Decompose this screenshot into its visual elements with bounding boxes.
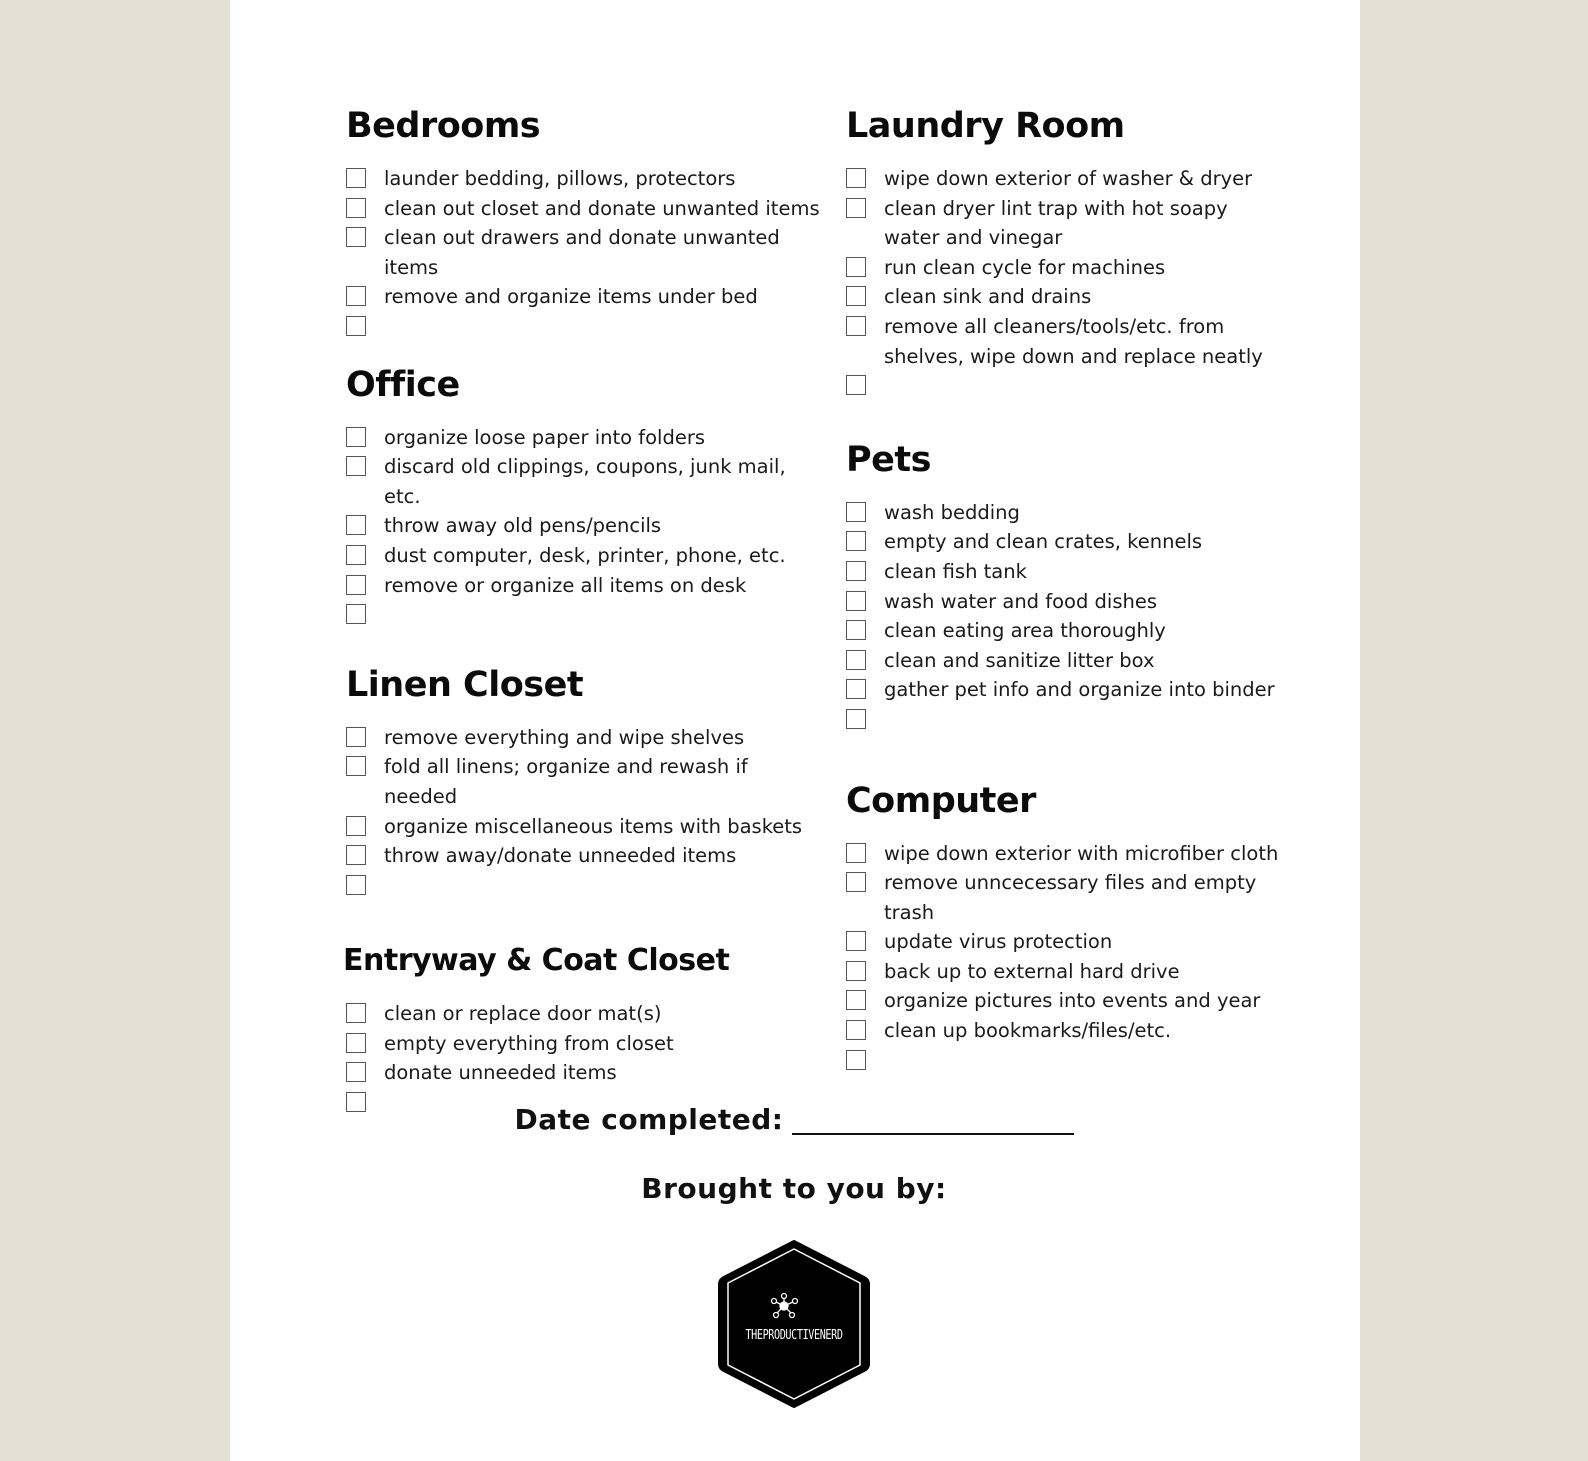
section-laundry-room xyxy=(846,104,1286,401)
checklist xyxy=(846,164,1286,401)
item-label: remove unncecessary files and empty trash xyxy=(884,871,1257,924)
item-label: gather pet info and organize into binder xyxy=(884,678,1275,702)
item-label: remove and organize items under bed xyxy=(384,285,758,309)
item-label: clean or replace door mat(s) xyxy=(384,1002,662,1026)
checkbox[interactable] xyxy=(846,375,866,395)
checkbox[interactable] xyxy=(346,515,366,535)
checkbox[interactable] xyxy=(846,591,866,611)
item-label: clean eating area thoroughly xyxy=(884,619,1166,643)
checklist-item xyxy=(346,282,826,312)
left-column xyxy=(343,104,826,1118)
checkbox[interactable] xyxy=(846,872,866,892)
checkbox[interactable] xyxy=(846,531,866,551)
checklist-item xyxy=(346,1029,826,1059)
checkbox[interactable] xyxy=(846,316,866,336)
brought-to-you-by: Brought to you by: xyxy=(641,1172,947,1205)
checklist-item xyxy=(846,675,1286,705)
checkbox[interactable] xyxy=(346,1033,366,1053)
checklist-item xyxy=(346,511,826,541)
checklist-item xyxy=(846,164,1286,194)
checkbox[interactable] xyxy=(346,545,366,565)
logo-text: THEPRODUCTIVENERD xyxy=(745,1328,843,1343)
item-label: remove all cleaners/tools/etc. from shelves, wipe down and replace neatly xyxy=(884,314,1263,368)
item-label: empty and clean crates, kennels xyxy=(884,530,1203,554)
checklist xyxy=(846,839,1286,1076)
section-title: Laundry Room xyxy=(846,106,1125,146)
item-label: wipe down exterior of washer & dryer xyxy=(884,167,1253,190)
item-label: organize pictures into events and year xyxy=(884,989,1261,1013)
checkbox[interactable] xyxy=(346,604,366,624)
checkbox[interactable] xyxy=(846,168,866,188)
checkbox[interactable] xyxy=(846,286,866,306)
checklist-item xyxy=(846,646,1286,676)
checkbox[interactable] xyxy=(846,561,866,581)
checkbox[interactable] xyxy=(346,727,366,747)
checkbox[interactable] xyxy=(846,198,866,218)
checklist-item xyxy=(346,541,826,571)
checklist-item xyxy=(846,927,1286,957)
item-label: clean up bookmarks/files/etc. xyxy=(884,1019,1172,1043)
checkbox[interactable] xyxy=(346,816,366,836)
checklist-item xyxy=(846,282,1286,312)
checklist-item-blank xyxy=(846,705,1286,735)
checklist xyxy=(346,164,826,342)
brand-logo xyxy=(714,1236,874,1412)
checklist-item-blank xyxy=(346,600,826,630)
checkbox[interactable] xyxy=(846,931,866,951)
checklist-item xyxy=(846,957,1286,987)
item-label: launder bedding, pillows, protectors xyxy=(384,167,736,190)
checklist-item xyxy=(346,841,826,871)
item-label: organize miscellaneous items with baskets xyxy=(384,814,803,838)
item-label: clean out drawers and donate unwanted items xyxy=(384,226,780,279)
item-label: remove everything and wipe shelves xyxy=(384,725,745,749)
checkbox[interactable] xyxy=(846,257,866,277)
item-label: clean sink and drains xyxy=(884,285,1092,309)
checklist-item xyxy=(346,752,826,811)
item-label: empty everything from closet xyxy=(384,1031,674,1055)
checklist-item-blank xyxy=(346,312,826,342)
checkbox[interactable] xyxy=(346,456,366,476)
item-label: fold all linens; organize and rewash if needed xyxy=(384,755,748,808)
checklist-item xyxy=(846,1016,1286,1046)
checklist-item xyxy=(846,986,1286,1016)
checklist-item xyxy=(346,1058,826,1088)
checklist xyxy=(346,999,826,1117)
item-label: clean and sanitize litter box xyxy=(884,648,1155,672)
date-completed-label: Date completed: xyxy=(514,1103,784,1136)
checkbox[interactable] xyxy=(346,427,366,447)
checkbox[interactable] xyxy=(846,1050,866,1070)
item-label: clean out closet and donate unwanted items xyxy=(384,196,820,220)
section-title: Pets xyxy=(846,439,931,480)
item-label: back up to external hard drive xyxy=(884,959,1180,983)
checklist-item xyxy=(846,527,1286,557)
item-label: organize loose paper into folders xyxy=(384,425,706,449)
checklist-item-blank xyxy=(846,371,1286,401)
item-label: wash bedding xyxy=(884,500,1020,524)
checkbox[interactable] xyxy=(346,227,366,247)
checkbox[interactable] xyxy=(346,845,366,865)
section-office xyxy=(346,363,826,630)
item-label: remove or organize all items on desk xyxy=(384,573,747,597)
date-completed-row xyxy=(0,1103,1588,1136)
right-column xyxy=(846,104,1286,1075)
checklist-item xyxy=(346,223,826,282)
item-label: wipe down exterior with microfiber cloth xyxy=(884,841,1279,865)
section-entryway-coat-closet xyxy=(343,939,826,1117)
checkbox[interactable] xyxy=(346,316,366,336)
item-label: discard old clippings, coupons, junk mail, etc. xyxy=(384,455,786,508)
checkbox[interactable] xyxy=(346,875,366,895)
section-title: Bedrooms xyxy=(346,106,541,146)
section-linen-closet xyxy=(346,663,826,901)
item-label: dust computer, desk, printer, phone, etc. xyxy=(384,543,786,567)
section-title: Office xyxy=(346,364,460,405)
checkbox[interactable] xyxy=(846,709,866,729)
checkbox[interactable] xyxy=(346,1062,366,1082)
checkbox[interactable] xyxy=(846,990,866,1010)
checklist-item-blank xyxy=(346,871,826,901)
checklist-item xyxy=(846,557,1286,587)
checklist-item xyxy=(846,587,1286,617)
checklist-item xyxy=(846,839,1286,869)
checklist xyxy=(346,423,826,630)
checklist-item-blank xyxy=(846,1046,1286,1076)
checklist-item xyxy=(846,868,1286,927)
checklist-item xyxy=(846,253,1286,283)
item-label: throw away old pens/pencils xyxy=(384,514,662,538)
checklist-item xyxy=(346,723,826,753)
checkbox[interactable] xyxy=(346,168,366,188)
checkbox[interactable] xyxy=(346,575,366,595)
checkbox[interactable] xyxy=(346,198,366,218)
checklist xyxy=(846,498,1286,735)
item-label: clean fish tank xyxy=(884,559,1027,583)
section-title: Computer xyxy=(846,780,1036,821)
checklist xyxy=(346,723,826,901)
date-completed-line[interactable] xyxy=(792,1133,1074,1135)
checkbox[interactable] xyxy=(846,679,866,699)
checklist-item xyxy=(346,452,826,511)
item-label: wash water and food dishes xyxy=(884,589,1158,613)
hexagon-logo-icon xyxy=(714,1236,874,1412)
section-bedrooms xyxy=(346,104,826,342)
checklist-item xyxy=(846,194,1286,253)
item-label: update virus protection xyxy=(884,930,1113,954)
checkbox[interactable] xyxy=(846,1020,866,1040)
item-label: run clean cycle for machines xyxy=(884,255,1166,279)
checklist-item xyxy=(846,498,1286,528)
checkbox[interactable] xyxy=(346,756,366,776)
item-label: donate unneeded items xyxy=(384,1061,617,1085)
checkbox[interactable] xyxy=(846,620,866,640)
checkbox[interactable] xyxy=(846,961,866,981)
checklist-item xyxy=(346,571,826,601)
checklist-item xyxy=(346,999,826,1029)
checklist-item xyxy=(346,194,826,224)
section-pets xyxy=(846,438,1286,735)
item-label: throw away/donate unneeded items xyxy=(384,844,737,868)
checklist-item xyxy=(346,812,826,842)
checkbox[interactable] xyxy=(346,286,366,306)
checkbox[interactable] xyxy=(346,1003,366,1023)
section-computer xyxy=(846,779,1286,1076)
checkbox[interactable] xyxy=(846,843,866,863)
checklist-item xyxy=(346,423,826,453)
section-title: Linen Closet xyxy=(346,664,584,705)
item-label: clean dryer lint trap with hot soapy water and vinegar xyxy=(884,196,1228,250)
checklist-item xyxy=(846,616,1286,646)
checkbox[interactable] xyxy=(846,502,866,522)
section-title: Entryway & Coat Closet xyxy=(343,943,730,979)
checklist-item xyxy=(346,164,826,194)
checkbox[interactable] xyxy=(846,650,866,670)
checklist-item xyxy=(846,312,1286,371)
